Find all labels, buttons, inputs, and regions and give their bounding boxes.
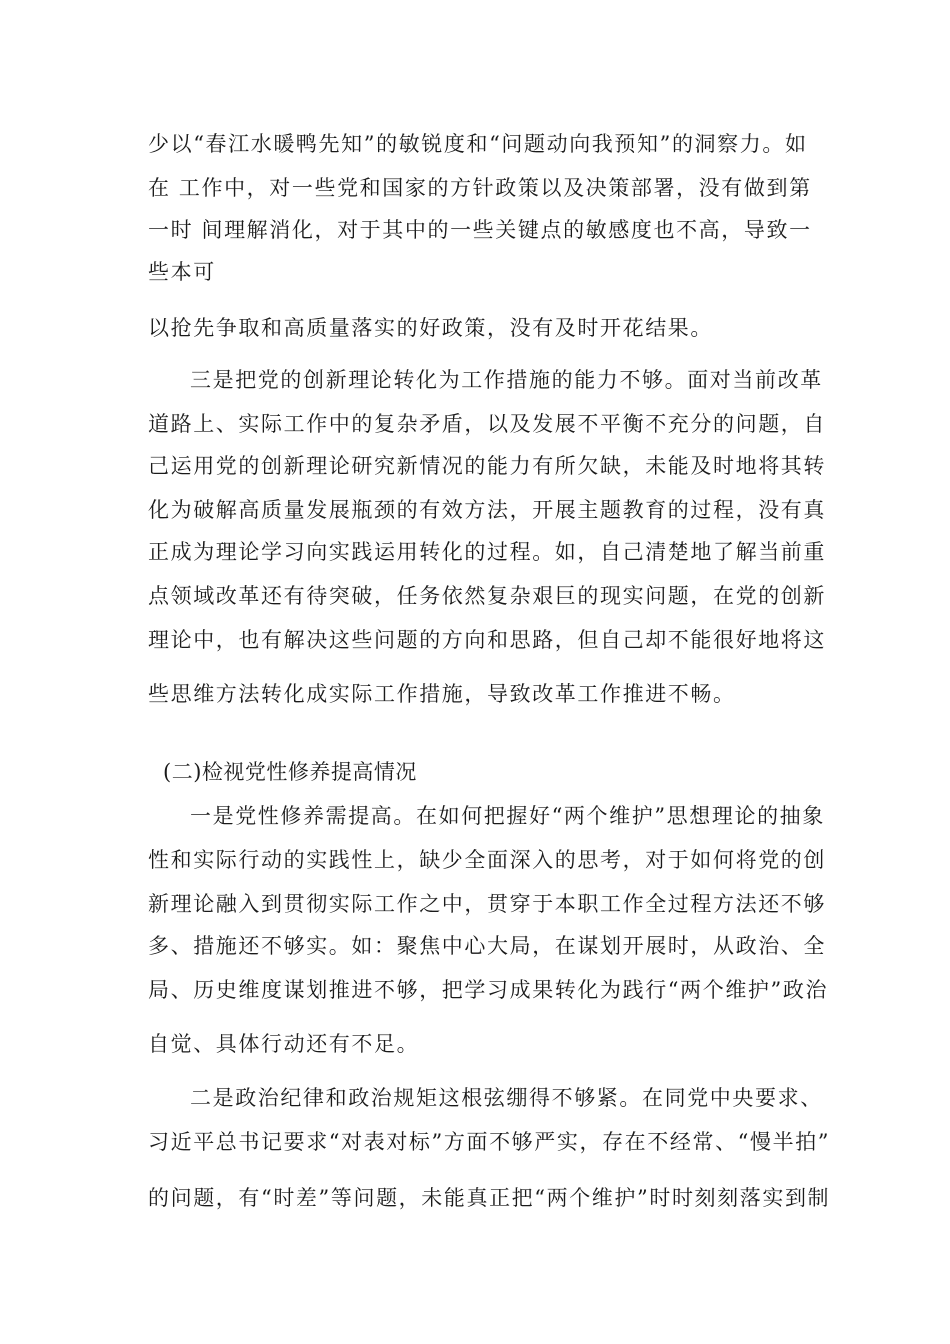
text-line: 正成为理论学习向实践运用转化的过程。如，自己清楚地了解当前重 (148, 540, 826, 564)
text-line: 新理论融入到贯彻实际工作之中，贯穿于本职工作全过程方法还不够 (148, 892, 826, 916)
text-line: 理论中，也有解决这些问题的方向和思路，但自己却不能很好地将这 (148, 628, 826, 652)
text-line: 己运用党的创新理论研究新情况的能力有所欠缺，未能及时地将其转 (148, 454, 826, 478)
text-line: 多、措施还不够实。如：聚焦中心大局，在谋划开展时，从政治、全 (148, 934, 826, 958)
text-line: 局、历史维度谋划推进不够，把学习成果转化为践行“两个维护”政治 (148, 978, 829, 1002)
text-line: 在 工作中，对一些党和国家的方针政策以及决策部署，没有做到第 (148, 176, 812, 200)
text-line: 些思维方法转化成实际工作措施，导致改革工作推进不畅。 (148, 682, 736, 706)
paragraph-first-line: 三是把党的创新理论转化为工作措施的能力不够。面对当前改革 (190, 368, 823, 392)
text-line: 性和实际行动的实践性上，缺少全面深入的思考，对于如何将党的创 (148, 848, 826, 872)
text-line: 以抢先争取和高质量落实的好政策，没有及时开花结果。 (148, 316, 713, 340)
text-line: 的问题，有“时差”等问题，未能真正把“两个维护”时时刻刻落实到制 (148, 1186, 831, 1210)
text-line: 自觉、具体行动还有不足。 (148, 1032, 420, 1056)
text-line: 一时 间理解消化，对于其中的一些关键点的敏感度也不高，导致一 (148, 218, 812, 242)
text-line: 点领域改革还有待突破，任务依然复杂艰巨的现实问题，在党的创新 (148, 584, 826, 608)
text-line: 习近平总书记要求“对表对标”方面不够严实，存在不经常、“慢半拍” (148, 1130, 831, 1154)
text-line: 少以“春江水暖鸭先知”的敏锐度和“问题动向我预知”的洞察力。如 (148, 132, 808, 156)
paragraph-first-line: 二是政治纪律和政治规矩这根弦绷得不够紧。在同党中央要求、 (190, 1086, 823, 1110)
text-line: 化为破解高质量发展瓶颈的有效方法，开展主题教育的过程，没有真 (148, 498, 826, 522)
text-line: 些本可 (148, 260, 216, 284)
section-heading: (二)检视党性修养提高情况 (163, 760, 417, 784)
paragraph-first-line: 一是党性修养需提高。在如何把握好“两个维护”思想理论的抽象 (190, 804, 825, 828)
text-line: 道路上、实际工作中的复杂矛盾，以及发展不平衡不充分的问题，自 (148, 412, 826, 436)
